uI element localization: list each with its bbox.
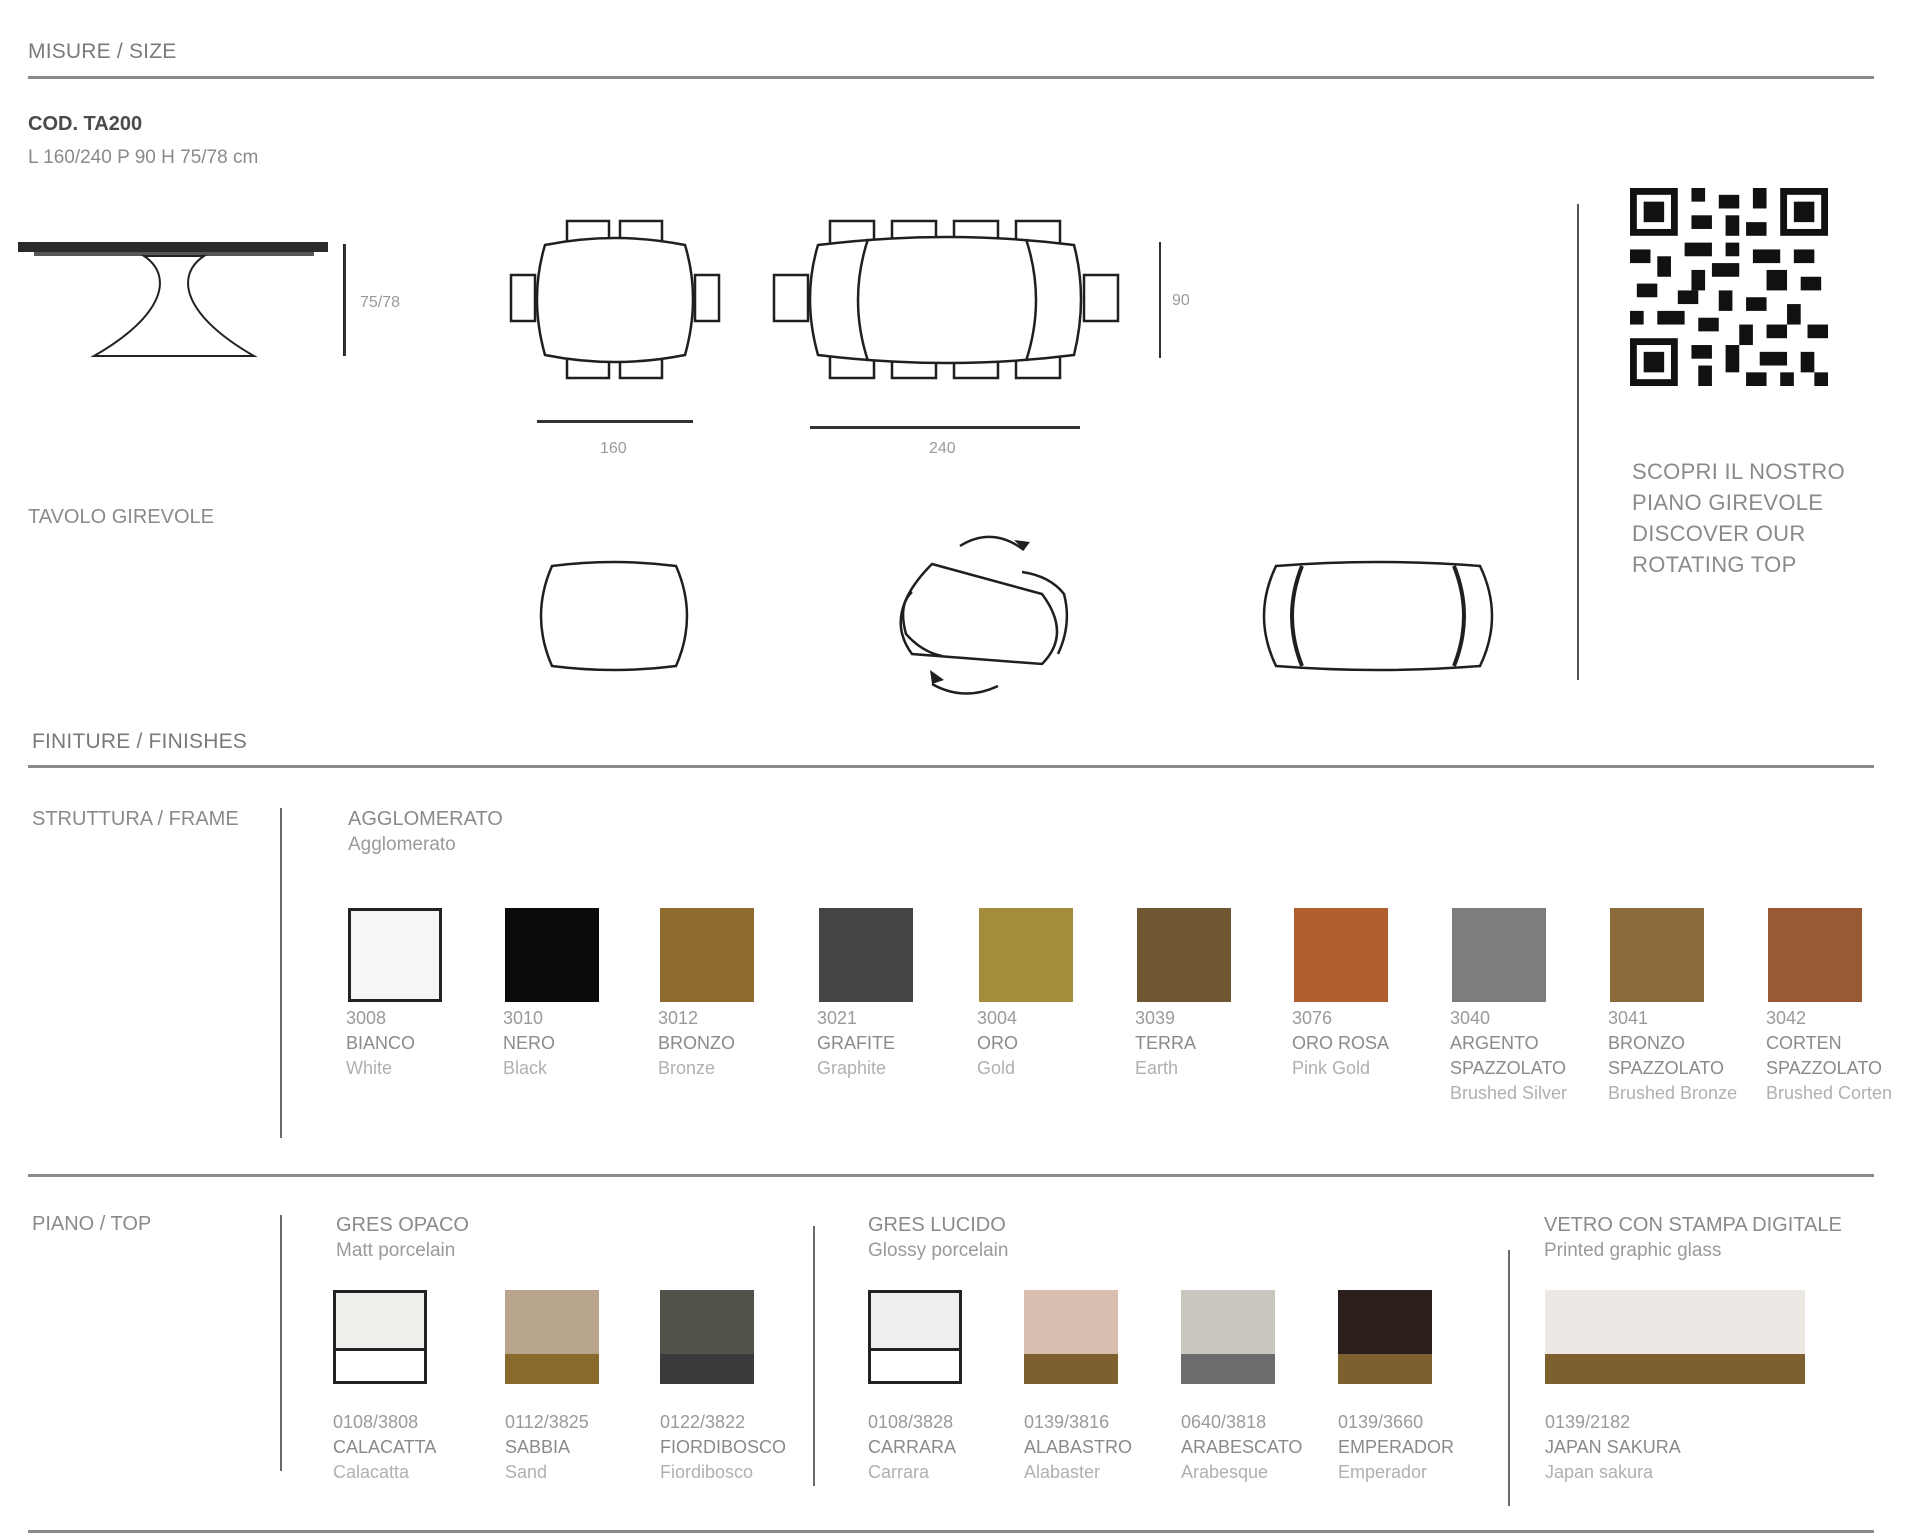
frame-swatch-name: ARGENTO SPAZZOLATO [1450,1033,1567,1078]
frame-swatch-code: 3010 [503,1008,544,1028]
frame-swatch[interactable] [819,908,913,1002]
frame-swatch-en: Brushed Corten [1766,1083,1893,1103]
top-tile-code: 0139/3660 [1338,1412,1424,1432]
frame-swatch-code: 3041 [1608,1008,1649,1028]
product-dimensions: L 160/240 P 90 H 75/78 cm [28,147,259,168]
top-tile-name: CALACATTA [333,1437,437,1457]
top-tile-en: Emperador [1338,1462,1428,1482]
frame-swatch[interactable] [1610,908,1704,1002]
top-group-title: VETRO CON STAMPA DIGITALE [1544,1214,1842,1236]
frame-swatch-en: Pink Gold [1292,1058,1371,1078]
frame-swatch-en: Brushed Silver [1450,1083,1568,1103]
swivel-closed-drawing [532,560,696,672]
discover-divider [1577,204,1579,680]
top-tile-caption [333,1410,533,1485]
top-tile-edge [1338,1354,1432,1384]
top-tile-en: Fiordibosco [660,1462,754,1482]
frame-swatch-en: Graphite [817,1058,887,1078]
top-tile-name: ARABESCATO [1181,1437,1303,1457]
divider [28,1174,1874,1177]
top-tile-code: 0108/3808 [333,1412,419,1432]
discover-line-1: SCOPRI IL NOSTRO [1632,459,1846,484]
depth-label: 90 [1172,292,1190,309]
frame-swatch-en: Black [503,1058,548,1078]
closed-width-label: 160 [600,440,627,457]
frame-swatch-code: 3039 [1135,1008,1176,1028]
frame-group-header [348,806,503,858]
top-tile[interactable] [1545,1290,1805,1384]
frame-swatch[interactable] [1452,908,1546,1002]
top-tile-edge [1181,1354,1275,1384]
frame-swatch-en: Gold [977,1058,1016,1078]
divider [28,765,1874,768]
height-label: 75/78 [360,294,401,311]
frame-swatch-code: 3042 [1766,1008,1807,1028]
top-tile-surface [1338,1290,1432,1354]
top-group-subtitle: Matt porcelain [336,1240,456,1261]
frame-swatch-caption [346,1006,506,1081]
frame-swatch-en: Brushed Bronze [1608,1083,1738,1103]
frame-swatch-code: 3040 [1450,1008,1491,1028]
frame-swatch-name: CORTEN SPAZZOLATO [1766,1033,1883,1078]
frame-swatch-caption [977,1006,1137,1081]
top-tile-surface [1545,1290,1805,1354]
top-group-subtitle: Glossy porcelain [868,1240,1009,1261]
top-tile-en: Alabaster [1024,1462,1101,1482]
frame-group-title: AGGLOMERATO [348,808,503,830]
frame-swatch-caption [1450,1006,1610,1106]
frame-swatch[interactable] [1137,908,1231,1002]
top-tile[interactable] [1338,1290,1432,1384]
top-label: PIANO / TOP [32,1213,152,1235]
swivel-open-drawing [1252,560,1504,672]
top-tile-surface [505,1290,599,1354]
frame-swatch-name: BRONZO [658,1033,736,1053]
finishes-section-title: FINITURE / FINISHES [32,730,247,753]
top-group-header [1544,1212,1842,1264]
top-tile-edge [336,1348,424,1381]
top-group-title: GRES OPACO [336,1214,469,1236]
frame-swatch-en: Earth [1135,1058,1179,1078]
top-tile-name: FIORDIBOSCO [660,1437,787,1457]
top-tile-name: JAPAN SAKURA [1545,1437,1681,1457]
top-tile-code: 0640/3818 [1181,1412,1267,1432]
qr-code-icon[interactable] [1630,188,1828,386]
frame-swatch[interactable] [348,908,442,1002]
frame-swatch-caption [1608,1006,1768,1106]
top-tile[interactable] [333,1290,427,1384]
closed-width-line [537,420,693,423]
top-tile-en: Japan sakura [1545,1462,1654,1482]
open-width-label: 240 [929,440,956,457]
top-tile[interactable] [505,1290,599,1384]
frame-swatch[interactable] [1294,908,1388,1002]
frame-divider [280,808,282,1138]
top-tile-en: Arabesque [1181,1462,1269,1482]
frame-swatch-caption [1135,1006,1295,1081]
table-side-profile-drawing [14,236,344,366]
frame-swatch-name: TERRA [1135,1033,1197,1053]
frame-label: STRUTTURA / FRAME [32,808,239,830]
divider [28,1530,1874,1533]
divider [28,76,1874,79]
frame-swatch-name: ORO ROSA [1292,1033,1390,1053]
frame-group-subtitle: Agglomerato [348,834,456,855]
top-tile[interactable] [1024,1290,1118,1384]
frame-swatch-caption [817,1006,977,1081]
top-tile-en: Carrara [868,1462,930,1482]
frame-swatch[interactable] [505,908,599,1002]
swivel-label: TAVOLO GIREVOLE [28,506,214,528]
frame-swatch-code: 3021 [817,1008,858,1028]
top-group-title: GRES LUCIDO [868,1214,1006,1236]
open-width-line [810,426,1080,429]
frame-swatch-code: 3004 [977,1008,1018,1028]
top-tile-code: 0139/3816 [1024,1412,1110,1432]
top-tile-en: Calacatta [333,1462,410,1482]
frame-swatch-code: 3076 [1292,1008,1333,1028]
top-tile[interactable] [1181,1290,1275,1384]
swivel-rotating-drawing [872,524,1082,708]
top-tile-surface [1181,1290,1275,1354]
top-tile-name: SABBIA [505,1437,571,1457]
top-tile-en: Sand [505,1462,548,1482]
discover-line-2: PIANO GIREVOLE [1632,490,1824,515]
depth-dimension-line [1159,242,1161,358]
frame-swatch[interactable] [979,908,1073,1002]
top-group-subtitle: Printed graphic glass [1544,1240,1722,1261]
top-divider [280,1215,282,1471]
top-tile-surface [660,1290,754,1354]
discover-line-3: DISCOVER OUR [1632,521,1806,546]
top-tile-name: CARRARA [868,1437,957,1457]
top-tile-edge [1545,1354,1805,1384]
top-tile-code: 0139/2182 [1545,1412,1631,1432]
top-tile-code: 0108/3828 [868,1412,954,1432]
top-tile-surface [1024,1290,1118,1354]
frame-swatch-caption [1292,1006,1452,1081]
frame-swatch-caption [503,1006,663,1081]
closed-table-top-view [505,215,725,385]
top-tile-edge [660,1354,754,1384]
open-table-top-view [768,215,1128,385]
frame-swatch[interactable] [660,908,754,1002]
top-tile-edge [1024,1354,1118,1384]
top-tile-edge [871,1348,959,1381]
frame-swatch-name: BIANCO [346,1033,416,1053]
top-tile-code: 0122/3822 [660,1412,746,1432]
frame-swatch-caption [658,1006,818,1081]
top-tile-name: EMPERADOR [1338,1437,1455,1457]
frame-swatch-en: White [346,1058,393,1078]
top-tile-edge [505,1354,599,1384]
top-tile-name: ALABASTRO [1024,1437,1133,1457]
top-tile-caption [1338,1410,1538,1485]
frame-swatch-code: 3008 [346,1008,387,1028]
frame-swatch-caption [1766,1006,1920,1106]
height-dimension-line [344,244,346,356]
discover-line-4: ROTATING TOP [1632,552,1797,577]
top-group-header [336,1212,469,1264]
discover-text [1632,456,1845,580]
top-tile-caption [1545,1410,1745,1485]
frame-swatch-name: NERO [503,1033,556,1053]
frame-swatch-code: 3012 [658,1008,699,1028]
top-group-header [868,1212,1008,1264]
frame-swatch[interactable] [1768,908,1862,1002]
top-tile[interactable] [660,1290,754,1384]
frame-swatch-name: BRONZO SPAZZOLATO [1608,1033,1725,1078]
frame-swatch-name: ORO [977,1033,1019,1053]
top-tile-caption [660,1410,860,1485]
top-tile[interactable] [868,1290,962,1384]
product-code: COD. TA200 [28,113,143,135]
frame-swatch-en: Bronze [658,1058,716,1078]
top-tile-code: 0112/3825 [505,1412,589,1432]
size-section-title: MISURE / SIZE [28,40,177,63]
frame-swatch-name: GRAFITE [817,1033,896,1053]
